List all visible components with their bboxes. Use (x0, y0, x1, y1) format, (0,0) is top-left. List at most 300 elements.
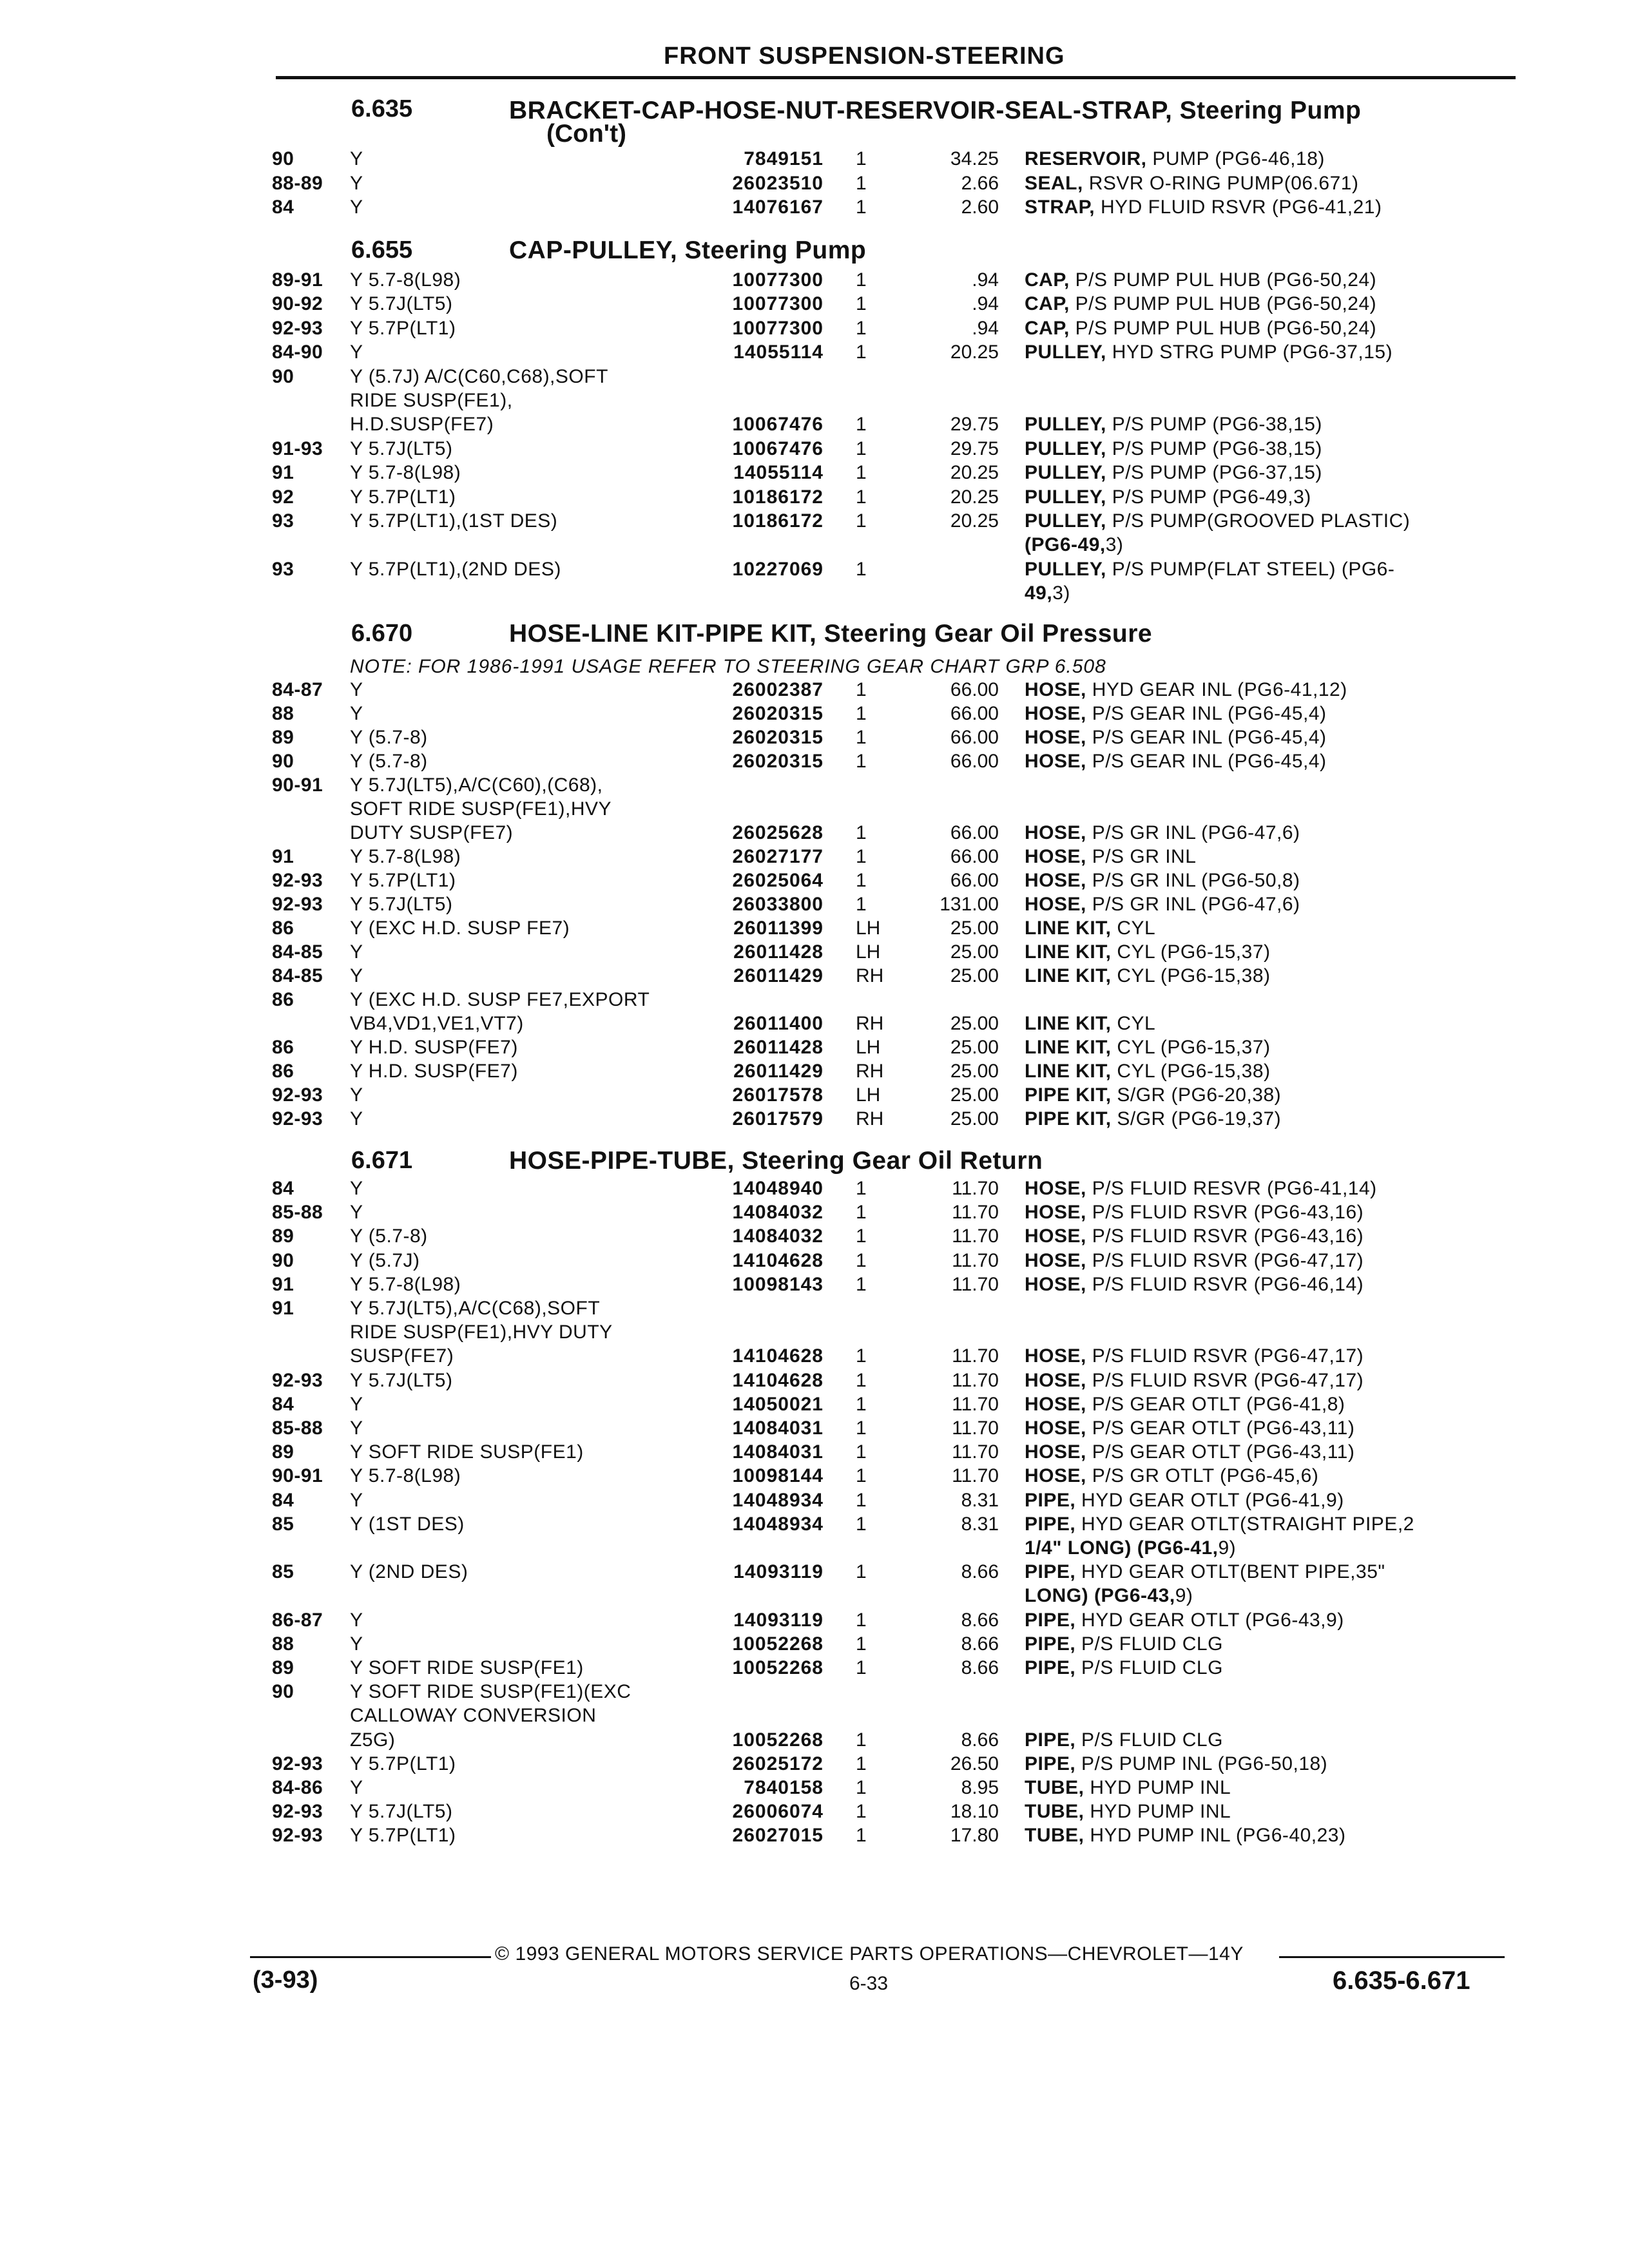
row-year: 92-93 (272, 1753, 323, 1774)
row-part-number: 10077300 (732, 269, 824, 291)
row-year: 85-88 (272, 1202, 323, 1223)
row-part-name: HOSE, P/S GEAR INL (PG6-45,4) (1025, 703, 1327, 724)
table-row (0, 845, 1629, 869)
row-price: 11.70 (952, 1345, 999, 1367)
row-part-name: PULLEY, P/S PUMP(GROOVED PLASTIC) (1025, 510, 1411, 532)
row-price: 2.66 (961, 173, 999, 194)
row-year: 92-93 (272, 1108, 323, 1129)
row-part-name: HOSE, P/S GR INL (PG6-47,6) (1025, 894, 1300, 915)
row-year: 89 (272, 727, 294, 748)
table-row (0, 1224, 1629, 1248)
row-desc: Y (350, 679, 363, 700)
table-row (0, 916, 1629, 940)
table-row (0, 581, 1629, 605)
row-price: 8.66 (961, 1561, 999, 1582)
table-row (0, 1632, 1629, 1656)
row-price: 66.00 (950, 727, 999, 748)
row-part-name: LINE KIT, CYL (PG6-15,37) (1025, 1037, 1271, 1058)
row-qty: RH (856, 1013, 884, 1034)
table-row (0, 726, 1629, 749)
row-price: 66.00 (950, 679, 999, 700)
row-part-number: 14055114 (733, 341, 824, 363)
table-row (0, 1107, 1629, 1131)
row-part-number: 14104628 (732, 1345, 824, 1367)
row-part-name: HOSE, P/S GEAR INL (PG6-45,4) (1025, 751, 1327, 772)
row-part-number: 14084032 (732, 1202, 824, 1223)
footer-rule-right (1279, 1956, 1505, 1958)
row-price: 8.66 (961, 1729, 999, 1751)
row-part-number: 10098143 (732, 1274, 824, 1295)
row-desc: Y (350, 1418, 363, 1439)
row-year: 85 (272, 1561, 294, 1582)
row-part-number: 26011399 (733, 918, 824, 939)
row-part-name: LINE KIT, CYL (1025, 918, 1156, 939)
row-part-name: HOSE, P/S GR INL (1025, 846, 1197, 867)
row-price: 29.75 (950, 414, 999, 435)
row-desc: CALLOWAY CONVERSION (350, 1705, 597, 1726)
row-year: 90-92 (272, 293, 323, 314)
row-part-name: PIPE, P/S FLUID CLG (1025, 1657, 1223, 1678)
table-row (0, 1083, 1629, 1107)
table-row (0, 1656, 1629, 1680)
row-desc: Y (350, 1610, 363, 1631)
row-part-name: PULLEY, P/S PUMP (PG6-49,3) (1025, 486, 1311, 508)
table-row (0, 412, 1629, 436)
row-desc: Y 5.7-8(L98) (350, 846, 461, 867)
row-desc: Y 5.7J(LT5),A/C(C60),(C68), (350, 774, 603, 796)
table-row (0, 1320, 1629, 1344)
row-year: 84 (272, 1490, 294, 1511)
row-year: 89-91 (272, 269, 323, 291)
row-qty: 1 (856, 1633, 867, 1655)
row-part-name: HOSE, P/S GR INL (PG6-47,6) (1025, 822, 1300, 843)
row-part-name: HOSE, P/S FLUID RSVR (PG6-47,17) (1025, 1370, 1364, 1391)
row-qty: 1 (856, 1561, 867, 1582)
table-row (0, 892, 1629, 916)
row-part-number: 7849151 (744, 148, 824, 169)
row-price: 11.70 (952, 1394, 999, 1415)
row-desc: Y H.D. SUSP(FE7) (350, 1061, 518, 1082)
row-part-name: PULLEY, P/S PUMP (PG6-37,15) (1025, 462, 1322, 483)
row-desc: Y 5.7J(LT5) (350, 894, 453, 915)
row-year: 90 (272, 1250, 294, 1271)
row-part-name: PULLEY, HYD STRG PUMP (PG6-37,15) (1025, 341, 1393, 363)
row-qty: RH (856, 1108, 884, 1129)
row-qty: 1 (856, 1418, 867, 1439)
row-desc: Y 5.7-8(L98) (350, 1465, 461, 1486)
row-part-number: 26020315 (732, 727, 824, 748)
row-desc: VB4,VD1,VE1,VT7) (350, 1013, 524, 1034)
table-row (0, 461, 1629, 485)
table-row (0, 316, 1629, 340)
table-row (0, 292, 1629, 316)
table-row (0, 533, 1629, 557)
row-part-number: 26025064 (732, 870, 824, 891)
row-qty: 1 (856, 1178, 867, 1199)
table-row (0, 147, 1629, 171)
row-part-number: 10186172 (732, 486, 824, 508)
row-qty: 1 (856, 1441, 867, 1463)
row-part-number: 10052268 (732, 1633, 824, 1655)
row-year: 86 (272, 1061, 294, 1082)
row-part-name: TUBE, HYD PUMP INL (1025, 1777, 1231, 1798)
row-part-number: 26027177 (732, 846, 824, 867)
table-row (0, 749, 1629, 773)
row-qty: 1 (856, 727, 867, 748)
row-qty: 1 (856, 1465, 867, 1486)
row-desc: Y 5.7J(LT5) (350, 438, 453, 459)
row-part-name: PIPE, P/S PUMP INL (PG6-50,18) (1025, 1753, 1328, 1774)
row-year: 88 (272, 703, 294, 724)
row-desc: Y SOFT RIDE SUSP(FE1) (350, 1441, 584, 1463)
row-year: 92-93 (272, 1801, 323, 1822)
row-price: 25.00 (950, 1061, 999, 1082)
row-desc: SUSP(FE7) (350, 1345, 454, 1367)
row-year: 84 (272, 197, 294, 218)
table-row (0, 1059, 1629, 1083)
row-price: 17.80 (950, 1825, 999, 1846)
row-part-number: 10067476 (732, 414, 824, 435)
table-row (0, 437, 1629, 461)
row-desc: Y (1ST DES) (350, 1514, 465, 1535)
table-row (0, 1296, 1629, 1320)
row-desc: Y 5.7P(LT1) (350, 1825, 456, 1846)
header-rule (276, 76, 1516, 79)
row-part-number: 10067476 (732, 438, 824, 459)
table-row (0, 1536, 1629, 1560)
row-qty: 1 (856, 1610, 867, 1631)
row-part-name: LONG) (PG6-43,9) (1025, 1585, 1193, 1606)
row-part-name: LINE KIT, CYL (PG6-15,38) (1025, 1061, 1271, 1082)
row-year: 85 (272, 1514, 294, 1535)
row-desc: Y (350, 1777, 363, 1798)
row-qty: 1 (856, 197, 867, 218)
row-part-name: HOSE, P/S GEAR OTLT (PG6-41,8) (1025, 1394, 1345, 1415)
table-row (0, 1392, 1629, 1416)
row-part-name: HOSE, P/S FLUID RSVR (PG6-43,16) (1025, 1202, 1364, 1223)
row-year: 90-91 (272, 774, 323, 796)
row-qty: LH (856, 1037, 881, 1058)
table-row (0, 1200, 1629, 1224)
row-desc: H.D.SUSP(FE7) (350, 414, 494, 435)
row-qty: 1 (856, 414, 867, 435)
row-qty: 1 (856, 341, 867, 363)
row-qty: 1 (856, 894, 867, 915)
table-row (0, 268, 1629, 292)
row-qty: 1 (856, 1225, 867, 1247)
row-desc: Y SOFT RIDE SUSP(FE1)(EXC (350, 1681, 631, 1702)
row-price: 8.66 (961, 1610, 999, 1631)
row-part-name: LINE KIT, CYL (1025, 1013, 1156, 1034)
table-row (0, 1249, 1629, 1273)
row-desc: Y (EXC H.D. SUSP FE7) (350, 918, 570, 939)
row-desc: Y (350, 173, 363, 194)
row-price: .94 (972, 269, 999, 291)
table-row (0, 1704, 1629, 1727)
row-qty: 1 (856, 751, 867, 772)
row-desc: DUTY SUSP(FE7) (350, 822, 514, 843)
row-part-number: 26033800 (732, 894, 824, 915)
row-desc: Y (350, 1394, 363, 1415)
footer-date: (3-93) (253, 1966, 318, 1994)
row-part-number: 26025628 (732, 822, 824, 843)
section-note: NOTE: FOR 1986-1991 USAGE REFER TO STEERING GEAR CHART GRP 6.508 (350, 656, 1106, 677)
row-year: 92-93 (272, 1084, 323, 1106)
row-price: 26.50 (950, 1753, 999, 1774)
row-price: 66.00 (950, 846, 999, 867)
row-desc: Y (350, 965, 363, 986)
row-qty: 1 (856, 1370, 867, 1391)
row-part-number: 14104628 (732, 1370, 824, 1391)
row-price: 8.31 (961, 1490, 999, 1511)
row-qty: 1 (856, 1394, 867, 1415)
row-price: 25.00 (950, 1108, 999, 1129)
row-part-name: STRAP, HYD FLUID RSVR (PG6-41,21) (1025, 197, 1382, 218)
row-desc: Y (350, 197, 363, 218)
row-desc: Y 5.7J(LT5),A/C(C68),SOFT (350, 1298, 601, 1319)
row-year: 88-89 (272, 173, 323, 194)
row-desc: Y 5.7P(LT1),(1ST DES) (350, 510, 558, 532)
row-desc: Y H.D. SUSP(FE7) (350, 1037, 518, 1058)
row-qty: 1 (856, 173, 867, 194)
row-desc: Y (350, 703, 363, 724)
row-price: 11.70 (952, 1370, 999, 1391)
row-part-number: 10186172 (732, 510, 824, 532)
footer-page-number: 6-33 (849, 1973, 889, 1994)
row-qty: 1 (856, 1490, 867, 1511)
table-row (0, 1823, 1629, 1847)
table-row (0, 340, 1629, 364)
section-number: 6.670 (351, 620, 413, 647)
table-row (0, 1177, 1629, 1200)
row-part-name: HOSE, HYD GEAR INL (PG6-41,12) (1025, 679, 1347, 700)
section-number: 6.671 (351, 1147, 413, 1174)
row-year: 92-93 (272, 894, 323, 915)
row-qty: 1 (856, 1825, 867, 1846)
row-year: 84-87 (272, 679, 323, 700)
row-desc: Y (350, 1633, 363, 1655)
row-qty: LH (856, 918, 881, 939)
table-row (0, 171, 1629, 195)
row-part-number: 26011429 (733, 965, 824, 986)
page-header-title: FRONT SUSPENSION-STEERING (664, 43, 1065, 70)
row-qty: 1 (856, 486, 867, 508)
row-desc: Y 5.7-8(L98) (350, 1274, 461, 1295)
section-title: BRACKET-CAP-HOSE-NUT-RESERVOIR-SEAL-STRAP, Steering Pump (509, 97, 1362, 124)
row-part-name: HOSE, P/S FLUID RSVR (PG6-47,17) (1025, 1250, 1364, 1271)
row-year: 84-86 (272, 1777, 323, 1798)
row-year: 86-87 (272, 1610, 323, 1631)
table-row (0, 821, 1629, 845)
table-row (0, 1464, 1629, 1488)
table-row (0, 1440, 1629, 1464)
table-row (0, 1369, 1629, 1392)
row-part-name: HOSE, P/S FLUID RSVR (PG6-46,14) (1025, 1274, 1364, 1295)
row-desc: Y 5.7P(LT1) (350, 1753, 456, 1774)
row-year: 90 (272, 1681, 294, 1702)
row-price: 66.00 (950, 703, 999, 724)
row-part-number: 26011428 (733, 941, 824, 963)
row-part-number: 10052268 (732, 1729, 824, 1751)
row-qty: 1 (856, 1274, 867, 1295)
row-qty: RH (856, 1061, 884, 1082)
row-qty: 1 (856, 1801, 867, 1822)
row-year: 91 (272, 1274, 294, 1295)
table-row (0, 1035, 1629, 1059)
table-row (0, 365, 1629, 389)
row-desc: RIDE SUSP(FE1), (350, 390, 513, 411)
row-part-name: SEAL, RSVR O-RING PUMP(06.671) (1025, 173, 1359, 194)
row-desc: Y 5.7J(LT5) (350, 1370, 453, 1391)
row-year: 91 (272, 462, 294, 483)
table-row (0, 1776, 1629, 1800)
table-row (0, 389, 1629, 412)
row-part-name: HOSE, P/S GR OTLT (PG6-45,6) (1025, 1465, 1319, 1486)
row-part-name: PIPE, HYD GEAR OTLT (PG6-43,9) (1025, 1610, 1344, 1631)
row-year: 84-85 (272, 965, 323, 986)
row-part-number: 14084031 (732, 1441, 824, 1463)
row-price: 11.70 (952, 1465, 999, 1486)
row-desc: Y (350, 1084, 363, 1106)
table-row (0, 1560, 1629, 1584)
section-title: HOSE-PIPE-TUBE, Steering Gear Oil Return (509, 1147, 1043, 1175)
row-part-name: HOSE, P/S GEAR OTLT (PG6-43,11) (1025, 1418, 1355, 1439)
row-part-number: 10077300 (732, 318, 824, 339)
row-desc: Y SOFT RIDE SUSP(FE1) (350, 1657, 584, 1678)
row-qty: 1 (856, 1514, 867, 1535)
row-year: 91-93 (272, 438, 323, 459)
table-row (0, 1512, 1629, 1536)
section-number: 6.655 (351, 236, 413, 264)
table-row (0, 773, 1629, 797)
row-price: 66.00 (950, 751, 999, 772)
row-price: .94 (972, 293, 999, 314)
table-row (0, 869, 1629, 892)
row-qty: 1 (856, 1345, 867, 1367)
row-desc: Y (350, 148, 363, 169)
section-number: 6.635 (351, 95, 413, 122)
table-row (0, 988, 1629, 1012)
row-price: 11.70 (952, 1441, 999, 1463)
row-price: .94 (972, 318, 999, 339)
row-qty: LH (856, 941, 881, 963)
row-qty: 1 (856, 846, 867, 867)
row-part-name: (PG6-49,3) (1025, 534, 1124, 555)
row-desc: Y 5.7J(LT5) (350, 293, 453, 314)
row-desc: Y (350, 1108, 363, 1129)
row-qty: 1 (856, 822, 867, 843)
row-part-number: 10227069 (732, 559, 824, 580)
row-part-number: 26002387 (732, 679, 824, 700)
row-part-name: TUBE, HYD PUMP INL (1025, 1801, 1231, 1822)
row-desc: Y (350, 941, 363, 963)
row-part-name: PIPE, P/S FLUID CLG (1025, 1729, 1223, 1751)
footer-rule-left (250, 1956, 491, 1958)
row-part-number: 14048934 (732, 1514, 824, 1535)
row-part-number: 14104628 (732, 1250, 824, 1271)
row-part-name: PIPE, HYD GEAR OTLT(BENT PIPE,35" (1025, 1561, 1385, 1582)
table-row (0, 964, 1629, 988)
row-year: 89 (272, 1657, 294, 1678)
row-qty: 1 (856, 1250, 867, 1271)
row-part-number: 26027015 (732, 1825, 824, 1846)
row-part-name: PIPE, P/S FLUID CLG (1025, 1633, 1223, 1655)
row-part-number: 26025172 (732, 1753, 824, 1774)
row-desc: Y 5.7-8(L98) (350, 462, 461, 483)
row-year: 90 (272, 148, 294, 169)
row-year: 90 (272, 366, 294, 387)
row-part-number: 26006074 (732, 1801, 824, 1822)
row-desc: Y (5.7-8) (350, 727, 428, 748)
row-year: 92-93 (272, 1825, 323, 1846)
row-part-name: HOSE, P/S FLUID RSVR (PG6-47,17) (1025, 1345, 1364, 1367)
row-price: 25.00 (950, 1013, 999, 1034)
table-row (0, 1752, 1629, 1776)
table-row (0, 509, 1629, 533)
table-row (0, 1680, 1629, 1704)
row-part-name: PULLEY, P/S PUMP (PG6-38,15) (1025, 414, 1322, 435)
section-title: HOSE-LINE KIT-PIPE KIT, Steering Gear Oil Pressure (509, 620, 1153, 648)
row-part-number: 10052268 (732, 1657, 824, 1678)
row-part-number: 26011428 (733, 1037, 824, 1058)
row-year: 86 (272, 1037, 294, 1058)
row-desc: Y 5.7-8(L98) (350, 269, 461, 291)
row-qty: 1 (856, 462, 867, 483)
table-row (0, 1344, 1629, 1368)
row-part-number: 14050021 (732, 1394, 824, 1415)
row-part-name: RESERVOIR, PUMP (PG6-46,18) (1025, 148, 1325, 169)
row-part-name: PIPE KIT, S/GR (PG6-20,38) (1025, 1084, 1282, 1106)
row-part-name: PULLEY, P/S PUMP(FLAT STEEL) (PG6- (1025, 559, 1395, 580)
row-year: 92-93 (272, 1370, 323, 1391)
row-qty: 1 (856, 1202, 867, 1223)
row-desc: Y (2ND DES) (350, 1561, 468, 1582)
row-part-number: 26023510 (732, 173, 824, 194)
row-desc: RIDE SUSP(FE1),HVY DUTY (350, 1321, 613, 1343)
row-desc: Y 5.7P(LT1) (350, 870, 456, 891)
row-year: 89 (272, 1225, 294, 1247)
row-qty: 1 (856, 679, 867, 700)
table-row (0, 1800, 1629, 1823)
row-desc: Y (350, 1490, 363, 1511)
row-part-number: 26017579 (732, 1108, 824, 1129)
table-row (0, 702, 1629, 726)
row-price: 131.00 (940, 894, 999, 915)
table-row (0, 940, 1629, 964)
row-part-name: 1/4" LONG) (PG6-41,9) (1025, 1537, 1237, 1559)
row-price: 8.31 (961, 1514, 999, 1535)
row-qty: 1 (856, 1777, 867, 1798)
row-price: 25.00 (950, 941, 999, 963)
row-part-name: PIPE, HYD GEAR OTLT(STRAIGHT PIPE,2 (1025, 1514, 1414, 1535)
row-part-name: HOSE, P/S GEAR INL (PG6-45,4) (1025, 727, 1327, 748)
row-year: 84-85 (272, 941, 323, 963)
row-desc: Y (5.7J) (350, 1250, 420, 1271)
row-part-name: CAP, P/S PUMP PUL HUB (PG6-50,24) (1025, 318, 1377, 339)
row-desc: Y (EXC H.D. SUSP FE7,EXPORT (350, 989, 650, 1010)
section-continued: (Con't) (546, 120, 627, 148)
row-price: 29.75 (950, 438, 999, 459)
row-part-number: 14076167 (732, 197, 824, 218)
row-price: 11.70 (952, 1274, 999, 1295)
row-price: 20.25 (950, 341, 999, 363)
row-price: 8.95 (961, 1777, 999, 1798)
table-row (0, 1584, 1629, 1608)
row-desc: Y 5.7P(LT1),(2ND DES) (350, 559, 561, 580)
row-qty: 1 (856, 703, 867, 724)
row-price: 8.66 (961, 1633, 999, 1655)
row-qty: 1 (856, 510, 867, 532)
